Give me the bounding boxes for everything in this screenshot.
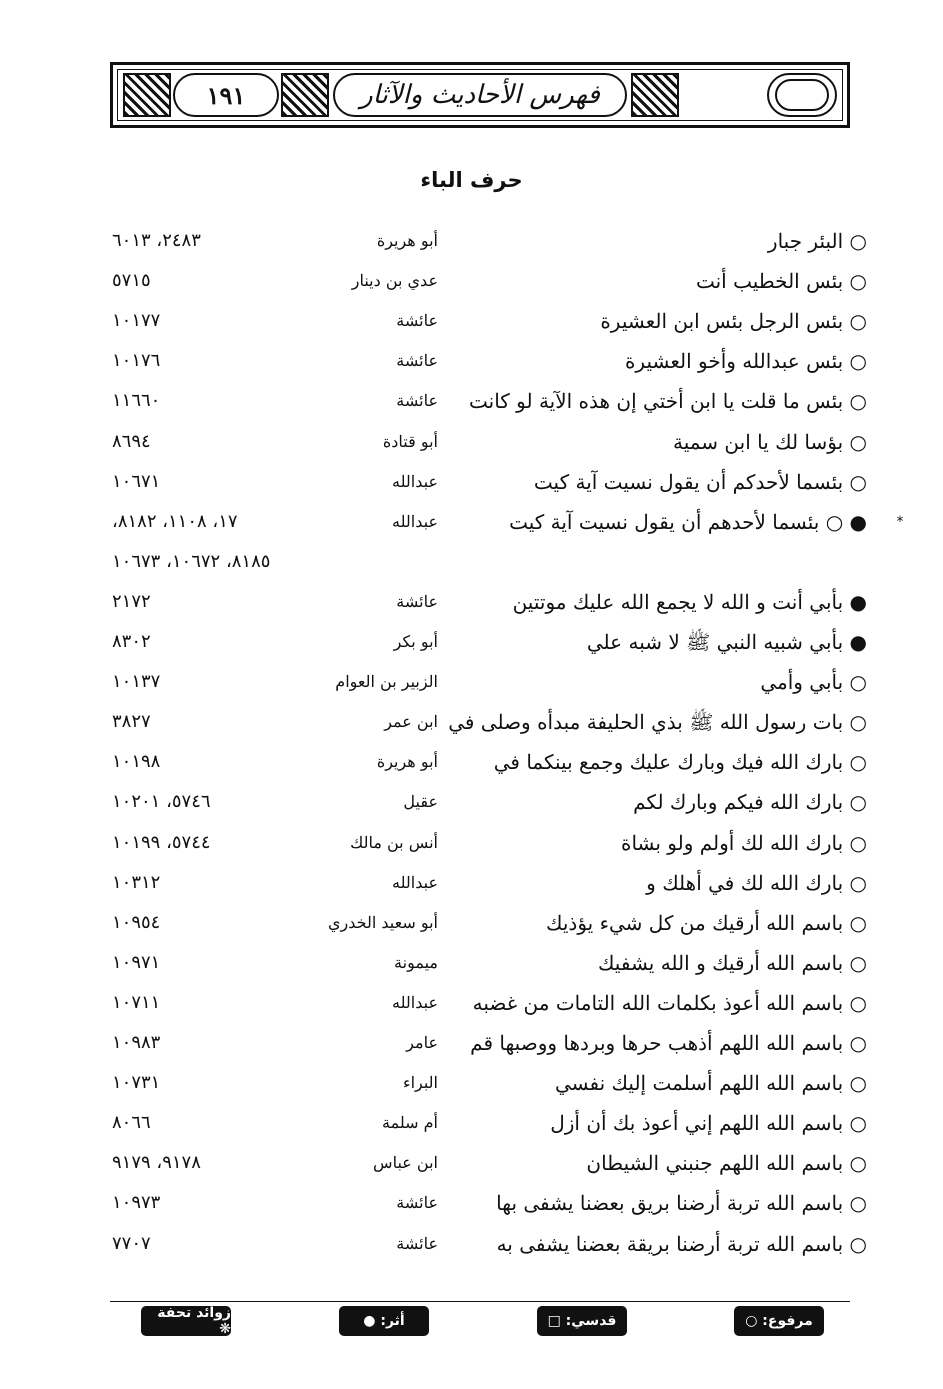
entry-marker-icon: ○ xyxy=(849,349,867,373)
legend-qudsi: قدسي: □ xyxy=(537,1306,627,1336)
entry-text: بأبي أنت و الله لا يجمع الله عليك موتتين xyxy=(512,590,844,614)
index-entry xyxy=(0,1226,943,1262)
hadith-numbers: ٥٧٤٦، ١٠٢٠١ xyxy=(112,791,211,812)
narrator-name: أبو سعيد الخدري xyxy=(328,913,438,932)
narrator-name: عائشة xyxy=(396,391,438,410)
narrator-name: عامر xyxy=(406,1033,438,1052)
ornament-left-inner xyxy=(281,73,329,117)
hadith-incipit xyxy=(696,263,867,299)
hadith-incipit xyxy=(497,1226,867,1262)
hadith-numbers: ١٠٣١٢ xyxy=(112,872,161,893)
hadith-incipit xyxy=(555,1065,867,1101)
index-entry xyxy=(0,905,943,941)
entry-text: باسم الله اللهم أذهب حرها وبردها ووصبها قم xyxy=(470,1031,844,1055)
entry-marker-icon: ○ xyxy=(849,229,867,253)
entry-text: باسم الله اللهم إني أعوذ بك أن أزل xyxy=(550,1111,844,1135)
index-entry xyxy=(0,945,943,981)
index-entry xyxy=(0,664,943,700)
legend-zawaid: زوائد تحفة ❋ xyxy=(141,1306,231,1336)
entry-text: باسم الله أرقيك و الله يشفيك xyxy=(597,951,844,975)
entry-marker-icon: ○ xyxy=(849,1151,867,1175)
hadith-incipit xyxy=(494,744,867,780)
narrator-name: عدي بن دينار xyxy=(351,271,438,290)
hadith-numbers: ١٠١٧٦ xyxy=(112,350,161,371)
entry-marker-icon: ○ xyxy=(849,430,867,454)
narrator-name: عائشة xyxy=(396,1234,438,1253)
index-entry xyxy=(0,865,943,901)
index-entry xyxy=(0,704,943,740)
index-entry xyxy=(0,744,943,780)
hadith-numbers: ٨١٨٥، ١٠٦٧٢، ١٠٦٧٣ xyxy=(112,551,271,572)
entry-marker-icon: ○ xyxy=(849,991,867,1015)
entry-text: باسم الله أعوذ بكلمات الله التامات من غضبه xyxy=(472,991,844,1015)
entry-text: بئس عبدالله وأخو العشيرة xyxy=(624,349,844,373)
narrator-name: أبو قتادة xyxy=(382,432,438,451)
hadith-incipit xyxy=(598,945,867,981)
index-entry xyxy=(0,1065,943,1101)
narrator-name: البراء xyxy=(403,1073,438,1092)
footer-divider xyxy=(110,1301,850,1302)
narrator-name: عبدالله xyxy=(392,873,438,892)
entry-text: بأبي شبيه النبي ﷺ لا شبه علي xyxy=(586,630,844,654)
narrator-name: عبدالله xyxy=(392,472,438,491)
hadith-numbers: ٢٤٨٣، ٦٠١٣ xyxy=(112,230,201,251)
index-entry xyxy=(0,464,943,500)
index-entry xyxy=(0,1025,943,1061)
hadith-incipit xyxy=(625,343,867,379)
entry-marker-icon: ● xyxy=(849,590,867,614)
index-entry xyxy=(0,544,943,580)
hadith-numbers: ١٠٩٥٤ xyxy=(112,912,161,933)
running-header xyxy=(110,62,850,128)
entry-marker-icon: ○ xyxy=(849,470,867,494)
entry-marker-icon: ○ xyxy=(849,389,867,413)
hadith-incipit xyxy=(513,584,867,620)
hadith-numbers: ٥٧١٥ xyxy=(112,270,151,291)
index-entry xyxy=(0,303,943,339)
hadith-incipit xyxy=(534,464,867,500)
entry-marker-icon: ○ xyxy=(849,951,867,975)
hadith-incipit xyxy=(621,825,867,861)
hadith-numbers: ١٠١٧٧ xyxy=(112,310,161,331)
entry-marker-icon: ○ xyxy=(849,710,867,734)
ornament-right-inner xyxy=(631,73,679,117)
hadith-incipit xyxy=(587,624,867,660)
legend-athar: أثر: ● xyxy=(339,1306,429,1336)
hadith-numbers: ١٠١٣٧ xyxy=(112,671,161,692)
narrator-name: الزبير بن العوام xyxy=(335,672,438,691)
hadith-numbers: ٨٣٠٢ xyxy=(112,631,151,652)
entry-text: بارك الله فيك وبارك عليك وجمع بينكما في xyxy=(493,750,844,774)
hadith-incipit xyxy=(509,504,867,540)
hadith-incipit xyxy=(550,1105,867,1141)
hadith-numbers: ٢١٧٢ xyxy=(112,591,151,612)
entry-text: البئر جبار xyxy=(767,229,844,253)
hadith-incipit xyxy=(469,383,867,419)
entry-marker-icon: ○ xyxy=(849,1031,867,1055)
entry-text: بارك الله لك في أهلك و xyxy=(646,871,844,895)
entry-text: باسم الله تربة أرضنا بريقة بعضنا يشفى به xyxy=(496,1232,844,1256)
hadith-numbers: ٧٧٠٧ xyxy=(112,1233,151,1254)
index-entry xyxy=(0,383,943,419)
entry-marker-icon: ○ xyxy=(825,510,844,534)
index-entry xyxy=(0,263,943,299)
narrator-name: ابن عمر xyxy=(384,712,438,731)
hadith-incipit xyxy=(473,985,867,1021)
hadith-incipit xyxy=(470,1025,867,1061)
index-entry xyxy=(0,584,943,620)
narrator-name: أم سلمة xyxy=(382,1113,438,1132)
entry-text: باسم الله اللهم جنبني الشيطان xyxy=(586,1151,844,1175)
hadith-numbers: ١٠١٩٨ xyxy=(112,751,161,772)
zawaid-star-icon: * xyxy=(896,514,904,530)
narrator-name: عبدالله xyxy=(392,993,438,1012)
entry-text: بأبي وأمي xyxy=(760,670,844,694)
index-entry xyxy=(0,223,943,259)
hadith-numbers: ٩١٧٨، ٩١٧٩ xyxy=(112,1152,201,1173)
index-entry xyxy=(0,624,943,660)
narrator-name: عبدالله xyxy=(392,512,438,531)
index-entry xyxy=(0,985,943,1021)
narrator-name: أبو هريرة xyxy=(376,231,438,250)
narrator-name: عائشة xyxy=(396,1193,438,1212)
entry-marker-icon: ○ xyxy=(849,750,867,774)
hadith-incipit xyxy=(646,865,867,901)
hadith-incipit xyxy=(546,905,867,941)
entry-marker-icon: ○ xyxy=(849,1232,867,1256)
entry-text: بارك الله فيكم وبارك لكم xyxy=(633,790,844,814)
index-entry xyxy=(0,1185,943,1221)
entry-text: بؤسا لك يا ابن سمية xyxy=(672,430,844,454)
narrator-name: عائشة xyxy=(396,351,438,370)
narrator-name: عائشة xyxy=(396,592,438,611)
entry-marker-icon: ○ xyxy=(849,670,867,694)
hadith-numbers: ١٠٩٧٣ xyxy=(112,1192,161,1213)
entry-marker-icon: ○ xyxy=(849,1191,867,1215)
entry-marker-icon: ○ xyxy=(849,269,867,293)
publisher-seal-icon xyxy=(767,73,837,117)
narrator-name: أبو هريرة xyxy=(376,752,438,771)
hadith-incipit xyxy=(760,664,867,700)
athar-marker-icon: ● xyxy=(843,510,867,534)
hadith-numbers: ١٠٩٧١ xyxy=(112,952,161,973)
entry-marker-icon: ○ xyxy=(849,309,867,333)
entry-marker-icon: ○ xyxy=(849,871,867,895)
index-entry xyxy=(0,343,943,379)
hadith-incipit xyxy=(496,1185,867,1221)
hadith-numbers: ١٠٦٧١ xyxy=(112,471,161,492)
entry-text: بئسما لأحدكم أن يقول نسيت آية كيت xyxy=(533,470,844,494)
ornament-left xyxy=(123,73,171,117)
hadith-incipit xyxy=(633,784,867,820)
entry-text: بات رسول الله ﷺ بذي الحليفة مبدأه وصلى في xyxy=(448,710,844,734)
narrator-name: عقيل xyxy=(403,792,438,811)
entry-marker-icon: ○ xyxy=(849,911,867,935)
hadith-incipit xyxy=(673,424,867,460)
entry-text: باسم الله أرقيك من كل شيء يؤذيك xyxy=(545,911,844,935)
hadith-incipit xyxy=(448,704,867,740)
narrator-name: ابن عباس xyxy=(373,1153,438,1172)
hadith-incipit xyxy=(600,303,867,339)
entry-marker-icon: ○ xyxy=(849,1071,867,1095)
entry-marker-icon: ○ xyxy=(849,831,867,855)
index-entry xyxy=(0,424,943,460)
section-title: حرف الباء xyxy=(420,168,523,192)
hadith-numbers: ١٠٧١١ xyxy=(112,992,161,1013)
narrator-name: عائشة xyxy=(396,311,438,330)
hadith-incipit xyxy=(768,223,867,259)
entry-marker-icon: ○ xyxy=(849,790,867,814)
hadith-numbers: ١٠٧٣١ xyxy=(112,1072,161,1093)
hadith-numbers: ١١٦٦٠ xyxy=(112,390,161,411)
index-entry xyxy=(0,825,943,861)
hadith-numbers: ١٧، ١١٠٨، ٨١٨٢، xyxy=(112,511,238,532)
entry-text: بئس الخطيب أنت xyxy=(695,269,844,293)
hadith-numbers: ٥٧٤٤، ١٠١٩٩ xyxy=(112,832,211,853)
hadith-numbers: ٨٦٩٤ xyxy=(112,431,151,452)
entry-marker-icon: ● xyxy=(849,630,867,654)
narrator-name: ميمونة xyxy=(394,953,438,972)
hadith-numbers: ١٠٩٨٣ xyxy=(112,1032,161,1053)
entry-text: بارك الله لك أولم ولو بشاة xyxy=(620,831,844,855)
index-entry xyxy=(0,504,943,540)
entry-text: باسم الله تربة أرضنا بريق بعضنا يشفى بها xyxy=(496,1191,844,1215)
entry-text: بئسما لأحدهم أن يقول نسيت آية كيت xyxy=(509,510,820,534)
index-entry xyxy=(0,1145,943,1181)
hadith-numbers: ٣٨٢٧ xyxy=(112,711,151,732)
entry-text: باسم الله اللهم أسلمت إليك نفسي xyxy=(555,1071,844,1095)
running-title: فهرس الأحاديث والآثار xyxy=(333,73,627,117)
entry-text: بئس ما قلت يا ابن أختي إن هذه الآية لو كانت xyxy=(468,389,844,413)
index-entry xyxy=(0,1105,943,1141)
entry-text: بئس الرجل بئس ابن العشيرة xyxy=(600,309,844,333)
narrator-name: أبو بكر xyxy=(393,632,438,651)
page-number: ١٩١ xyxy=(173,73,279,117)
index-entry xyxy=(0,784,943,820)
legend-marfu: مرفوع: ○ xyxy=(734,1306,824,1336)
hadith-incipit xyxy=(586,1145,867,1181)
hadith-numbers: ٨٠٦٦ xyxy=(112,1112,151,1133)
narrator-name: أنس بن مالك xyxy=(350,833,438,852)
entry-marker-icon: ○ xyxy=(849,1111,867,1135)
